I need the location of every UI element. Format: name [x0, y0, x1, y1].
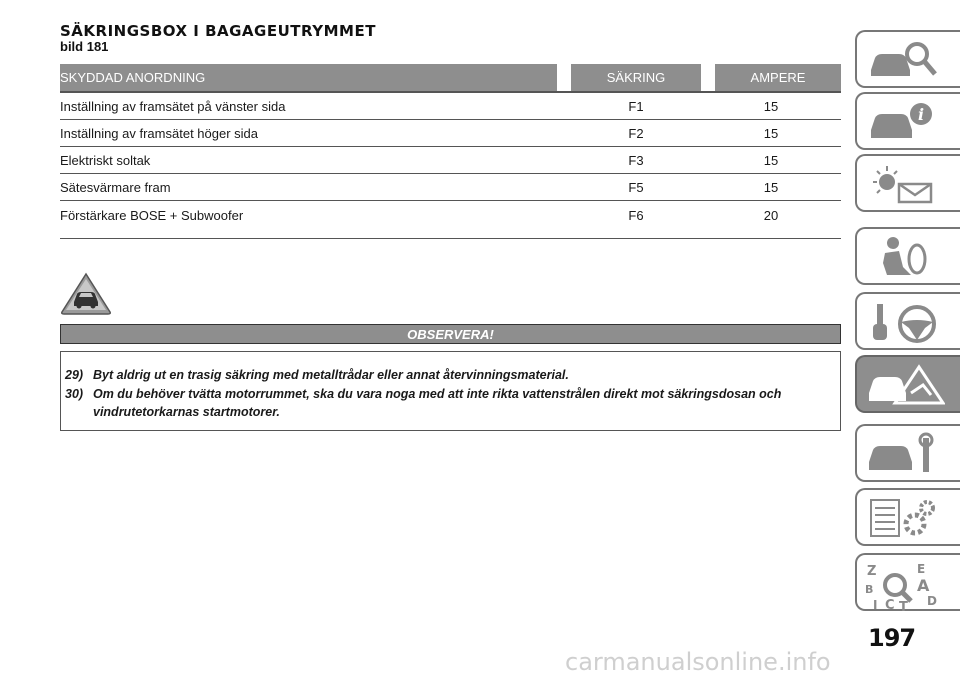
svg-text:A: A [917, 576, 930, 595]
specs-gear-icon [865, 496, 945, 540]
svg-text:D: D [927, 594, 937, 608]
tab-warning-lights[interactable] [855, 154, 960, 212]
car-magnifier-icon [865, 38, 945, 82]
column-header-fuse: SÄKRING [571, 64, 701, 91]
list-item: 30) Om du behöver tvätta motorrummet, ska du vara noga med att inte rikta vattenstrålen direkt mot säkringsdosan och vindrutetorkarnas startmotorer. [65, 387, 782, 419]
car-emergency-icon [865, 363, 945, 407]
warning-notes [60, 351, 841, 431]
tab-index[interactable] [855, 553, 960, 611]
svg-text:I: I [873, 598, 878, 611]
car-warning-icon [60, 272, 112, 316]
table-row: Inställning av framsätet höger sida F2 15 [60, 120, 841, 147]
alphabetical-index-icon [865, 561, 945, 611]
key-steering-wheel-icon [865, 300, 945, 344]
svg-text:i: i [917, 105, 925, 124]
warning-lights-icon [865, 162, 945, 206]
list-item: 29) Byt aldrig ut en trasig säkring med metalltrådar eller annat återvinningsmaterial. [65, 368, 569, 382]
figure-reference: bild 181 [60, 39, 109, 54]
tab-specs[interactable] [855, 488, 960, 546]
table-header [60, 64, 841, 91]
svg-text:Z: Z [867, 564, 877, 579]
table-row: Inställning av framsätet på vänster sida F1 15 [60, 93, 841, 120]
car-info-icon [865, 100, 945, 144]
svg-text:T: T [899, 600, 908, 611]
tab-car-emergency[interactable] [855, 355, 960, 413]
svg-text:C: C [885, 598, 895, 611]
page-number: 197 [868, 624, 916, 652]
column-header-ampere: AMPERE [715, 64, 841, 91]
column-header-device: SKYDDAD ANORDNING [60, 64, 557, 91]
airbag-passenger-icon [865, 235, 945, 279]
fuse-table [60, 64, 841, 239]
tab-key-steering[interactable] [855, 292, 960, 350]
svg-text:B: B [865, 583, 874, 596]
car-wrench-icon [865, 432, 945, 476]
tab-car-magnifier[interactable] [855, 30, 960, 88]
tab-car-info[interactable] [855, 92, 960, 150]
warning-header: OBSERVERA! [60, 324, 841, 344]
table-row: Sätesvärmare fram F5 15 [60, 174, 841, 201]
watermark: carmanualsonline.info [565, 648, 831, 676]
tab-airbag[interactable] [855, 227, 960, 285]
svg-text:E: E [917, 562, 926, 576]
table-row: Förstärkare BOSE + Subwoofer F6 20 [60, 208, 779, 223]
tab-car-wrench[interactable] [855, 424, 960, 482]
table-row: Elektriskt soltak F3 15 [60, 147, 841, 174]
page-title: SÄKRINGSBOX I BAGAGEUTRYMMET [60, 22, 376, 40]
